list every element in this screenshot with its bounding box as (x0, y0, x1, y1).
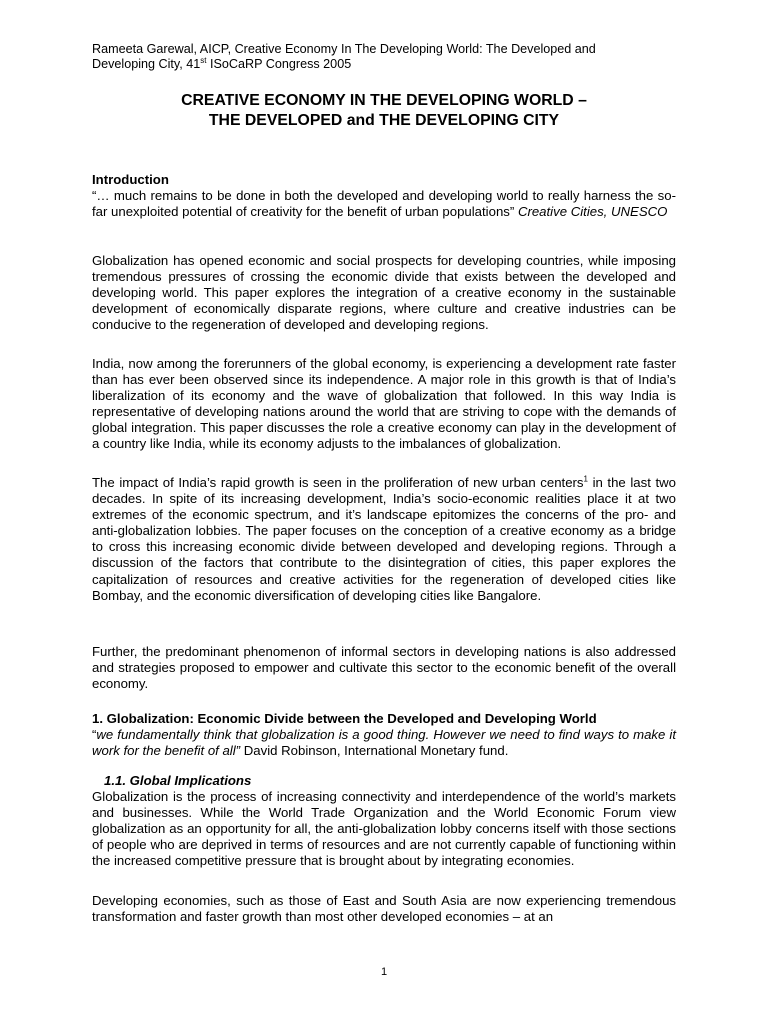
section-1-heading: 1. Globalization: Economic Divide between the Developed and Developing World (92, 711, 597, 726)
intro-paragraph-1: Globalization has opened economic and social prospects for developing countries, while imposing tremendous pressures of crossing the economic divide that exists between the developed and developing world. This paper explores the integration of a creative economy in the sustainable development of economically disparate regions, where culture and creative industries can be conducive to the regeneration of developed and developing regions. (92, 253, 676, 333)
subsection-1-1-paragraph-2: Developing economies, such as those of East and South Asia are now experiencing tremendous transformation and faster growth than most other developed economies – at an (92, 893, 676, 925)
section-1 (92, 711, 676, 759)
section-1-quote-text: we fundamentally think that globalization is a good thing. However we need to find ways to make it work for the benefit of all” (92, 727, 676, 759)
subsection-1-1 (92, 773, 676, 870)
subsection-1-1-heading: 1.1. Global Implications (104, 773, 252, 788)
section-1-quote-source: David Robinson, International Monetary fund. (240, 743, 509, 759)
header-line-2-text: Developing City, 41 (92, 57, 201, 71)
title-line-2: THE DEVELOPED and THE DEVELOPING CITY (208, 112, 560, 129)
header-line-1: Rameeta Garewal, AICP, Creative Economy In The Developing World: The Developed and (92, 42, 596, 56)
intro-heading: Introduction (92, 172, 169, 187)
intro-paragraph-3-rest: in the last two decades. In spite of its increasing development, India’s socio-economic realities place it at two extremes of the economic spectrum, and it’s landscape epitomizes the concerns of the pro- and anti-globalization lobbies. The paper focuses on the conception of a creative economy as a bridge to cross this increasing economic divide between developed and developing regions. Through a discussion of the factors that contribute to the disintegration of cities, this paper explores the capitalization of resources and creative activities for the regeneration of developed cities like Bombay, and the economic diversification of developing cities like Bangalore. (92, 475, 677, 603)
intro-section (92, 172, 676, 220)
quote-open-mark: “ (92, 727, 97, 743)
header-superscript: st (200, 55, 207, 65)
intro-quote-text: “… much remains to be done in both the developed and developing world to really harness the so-far unexploited potential of creativity for the benefit of urban populations” (92, 188, 676, 220)
section-1-quote (92, 727, 676, 759)
intro-quote (92, 188, 676, 220)
header-line-2 (92, 57, 692, 72)
page-number: 1 (380, 966, 388, 978)
header-line-2-end: ISoCaRP Congress 2005 (206, 57, 352, 71)
intro-paragraph-3 (92, 475, 676, 604)
running-header (92, 42, 692, 72)
intro-paragraph-4: Further, the predominant phenomenon of informal sectors in developing nations is also addressed and strategies proposed to empower and cultivate this sector to the economic benefit of the overall economy. (92, 644, 676, 692)
subsection-1-1-paragraph-1: Globalization is the process of increasing connectivity and interdependence of the world’s markets and businesses. While the World Trade Organization and the World Economic Forum view globalization as an opportunity for all, the anti-globalization lobby concerns itself with those sections of people who are deprived in terms of resources and are not currently capable of functioning within the increased competitive pressure that is brought about by integrating economies. (92, 789, 676, 869)
title-line-1: CREATIVE ECONOMY IN THE DEVELOPING WORLD – (181, 92, 587, 109)
intro-paragraph-2: India, now among the forerunners of the global economy, is experiencing a development rate faster than has ever been observed since its independence. A major role in this growth is that of India’s liberalization of its economy and the wave of globalization that followed. In this way India is representative of developing nations around the world that are striving to cope with the demands of global integration. This paper discusses the role a creative economy can play in the development of a country like India, while its economy adjusts to the imbalances of globalization. (92, 356, 676, 452)
intro-quote-source: Creative Cities, UNESCO (517, 204, 668, 220)
intro-paragraph-3-start: The impact of India’s rapid growth is seen in the proliferation of new urban centers (92, 475, 584, 490)
footnote-ref: 1 (583, 474, 588, 484)
paper-title (80, 91, 688, 131)
